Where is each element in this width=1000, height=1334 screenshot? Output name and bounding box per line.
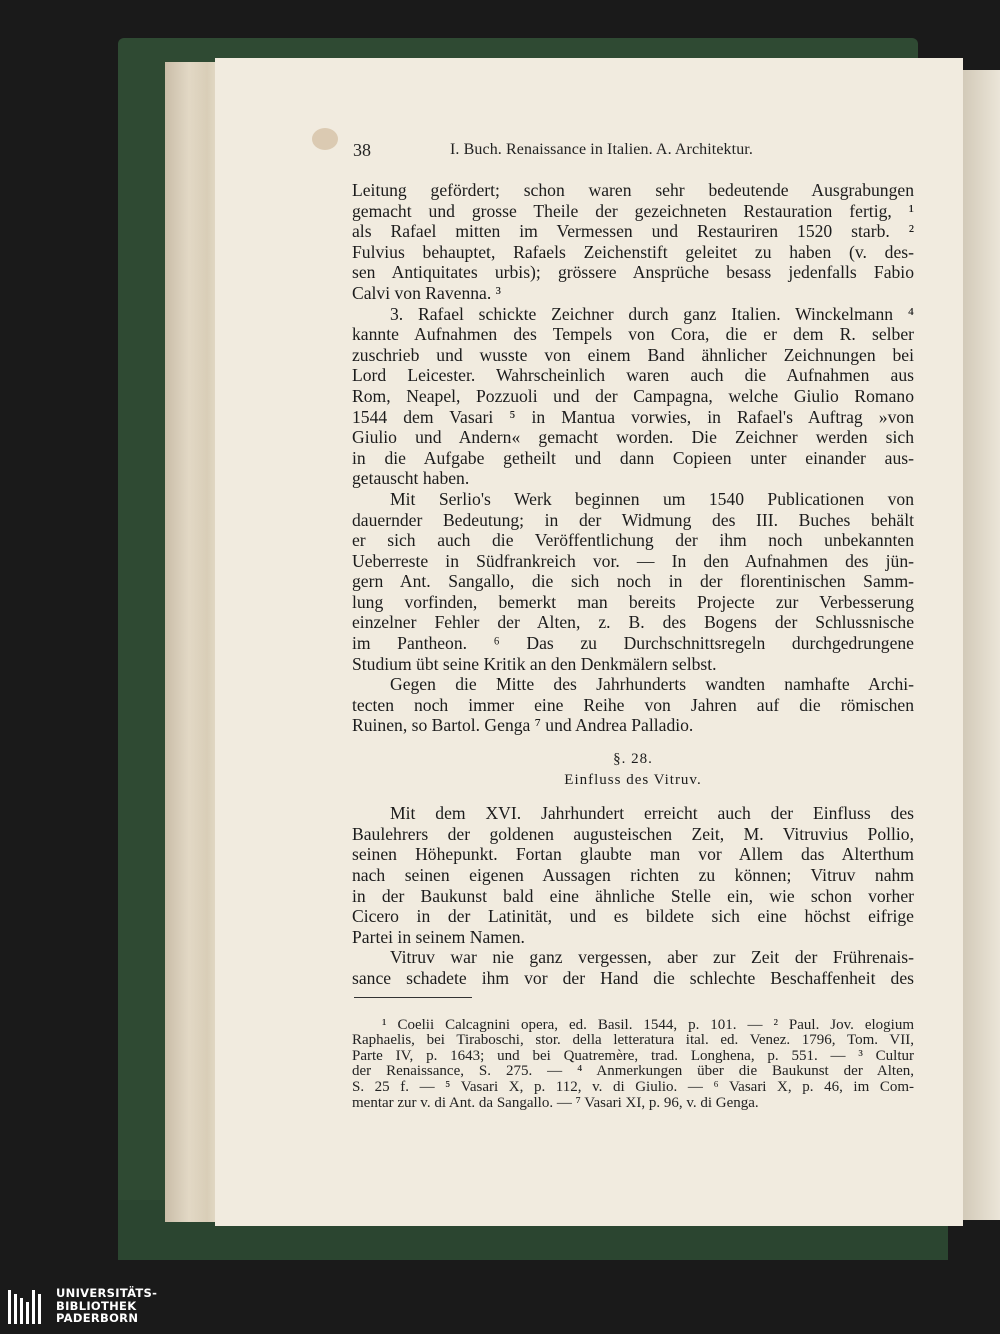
footnote-line: der Renaissance, S. 275. — ⁴ Anmerkungen über die Baukunst der Alten, [352, 1064, 914, 1080]
logo-line: UNIVERSITÄTS- [56, 1286, 158, 1300]
text-line: Cicero in der Latinität, und es bildete sich eine höchst eifrige [352, 906, 914, 927]
logo-line: BIBLIOTHEK [56, 1298, 137, 1313]
library-logo-text [56, 1287, 157, 1325]
paragraph-5 [352, 803, 914, 947]
text-line: zuschrieb und wusste von einem Band ähnlicher Zeichnungen bei [352, 344, 914, 365]
page-body [352, 180, 914, 1111]
text-line: Vitruv war nie ganz vergessen, aber zur Zeit der Frührenais- [390, 947, 914, 968]
text-line: nach seinen eigenen Aussagen richten zu können; Vitruv nahm [352, 865, 914, 885]
footnote-rule [354, 997, 472, 998]
text-line: kannte Aufnahmen des Tempels von Cora, die er dem R. selber [352, 324, 914, 345]
text-line: Ruinen, so Bartol. Genga ⁷ und Andrea Palladio. [352, 715, 694, 736]
text-line: in der Baukunst bald eine ähnliche Stelle ein, wie schon vorher [352, 885, 914, 906]
text-line: 1544 dem Vasari ⁵ in Mantua vorwies, in Rafael's Auftrag »von [352, 406, 914, 427]
paragraph-4 [352, 674, 914, 736]
footnote-line: S. 25 f. — ⁵ Vasari X, p. 112, v. di Giulio. — ⁶ Vasari X, p. 46, im Com- [352, 1079, 914, 1095]
text-line: Studium übt seine Kritik an den Denkmälern selbst. [352, 653, 717, 674]
text-line: Mit dem XVI. Jahrhundert erreicht auch der Einfluss des [390, 803, 914, 824]
text-line: Baulehrers der goldenen augusteischen Zeit, M. Vitruvius Pollio, [352, 823, 914, 844]
text-line: Fulvius behauptet, Rafaels Zeichenstift geleitet zu haben (v. des- [352, 241, 914, 262]
text-line: als Rafael mitten im Vermessen und Restauriren 1520 starb. ² [352, 221, 914, 242]
footnote-line: ¹ Coelii Calcagnini opera, ed. Basil. 1544, p. 101. — ² Paul. Jov. elogium [382, 1017, 914, 1033]
text-line: Gegen die Mitte des Jahrhunderts wandten namhafte Archi- [390, 674, 914, 695]
running-header [353, 140, 913, 162]
text-line: gemacht und grosse Theile der gezeichneten Restauration fertig, ¹ [352, 200, 914, 221]
library-logo [0, 1282, 1000, 1334]
text-line: Rom, Neapel, Pozzuoli und der Campagna, welche Giulio Romano [352, 385, 914, 406]
paragraph-3 [352, 489, 914, 674]
text-line: getauscht haben. [352, 468, 470, 489]
text-line: Mit Serlio's Werk beginnen um 1540 Publicationen von [390, 488, 914, 509]
facing-page-edge [958, 70, 1000, 1220]
section-title: Einfluss des Vitruv. [564, 771, 702, 788]
text-line: Leitung gefördert; schon waren sehr bedeutende Ausgrabungen [352, 180, 914, 200]
text-line: sen Antiquitates urbis); grössere Ansprüche besass jedenfalls Fabio [352, 262, 914, 283]
text-line: gern Ant. Sangallo, die sich noch in der florentinischen Samm- [352, 571, 914, 592]
text-line: tecten noch immer eine Reihe von Jahren auf die römischen [352, 694, 914, 715]
text-line: dauernder Bedeutung; in der Widmung des III. Buches behält [352, 509, 914, 530]
text-line: Calvi von Ravenna. ³ [352, 282, 501, 303]
footnote-line: Parte IV, p. 1643; und bei Quatremère, trad. Longhena, p. 551. — ³ Cultur [352, 1048, 914, 1064]
paragraph-2 [352, 304, 914, 489]
text-line: Lord Leicester. Wahrscheinlich waren auch die Aufnahmen aus [352, 365, 914, 386]
paragraph-6 [352, 947, 914, 988]
footnote-line: mentar zur v. di Ant. da Sangallo. — ⁷ Vasari XI, p. 96, v. di Genga. [352, 1095, 759, 1111]
text-line: einzelner Fehler der Alten, z. B. des Bogens der Schlussnische [352, 612, 914, 633]
text-line: seinen Höhepunkt. Fortan glaubte man vor Allem das Alterthum [352, 844, 914, 865]
text-line: lung vorfinden, bemerkt man bereits Projecte zur Verbesserung [352, 591, 914, 612]
text-line: er sich auch die Veröffentlichung der ihm noch unbekannten [352, 530, 914, 551]
text-line: im Pantheon. ⁶ Das zu Durchschnittsregeln durchgedrungene [352, 633, 914, 654]
spacer [352, 736, 914, 749]
text-line: Ueberreste in Südfrankreich vor. — In den Aufnahmen des jün- [352, 550, 914, 571]
footnotes [352, 1018, 914, 1112]
text-line: Partei in seinem Namen. [352, 926, 525, 947]
paper-stain [312, 128, 338, 150]
running-title: I. Buch. Renaissance in Italien. A. Architektur. [450, 141, 753, 158]
spacer [352, 790, 914, 803]
text-line: in die Aufgabe getheilt und dann Copieen unter einander aus- [352, 447, 914, 468]
paragraph-1 [352, 180, 914, 304]
library-logo-icon [8, 1290, 44, 1328]
logo-line: PADERBORN [56, 1311, 139, 1325]
text-line: Giulio und Andern« gemacht worden. Die Zeichner werden sich [352, 427, 914, 448]
text-line: sance schadete ihm vor der Hand die schlechte Beschaffenheit des [352, 967, 914, 988]
text-line: 3. Rafael schickte Zeichner durch ganz Italien. Winckelmann ⁴ [390, 303, 914, 324]
section-number: §. 28. [613, 751, 653, 768]
footnote-line: Raphaelis, bei Tiraboschi, stor. della letteratura ital. ed. Venez. 1796, Tom. VII, [352, 1033, 914, 1049]
page-number: 38 [353, 140, 371, 160]
